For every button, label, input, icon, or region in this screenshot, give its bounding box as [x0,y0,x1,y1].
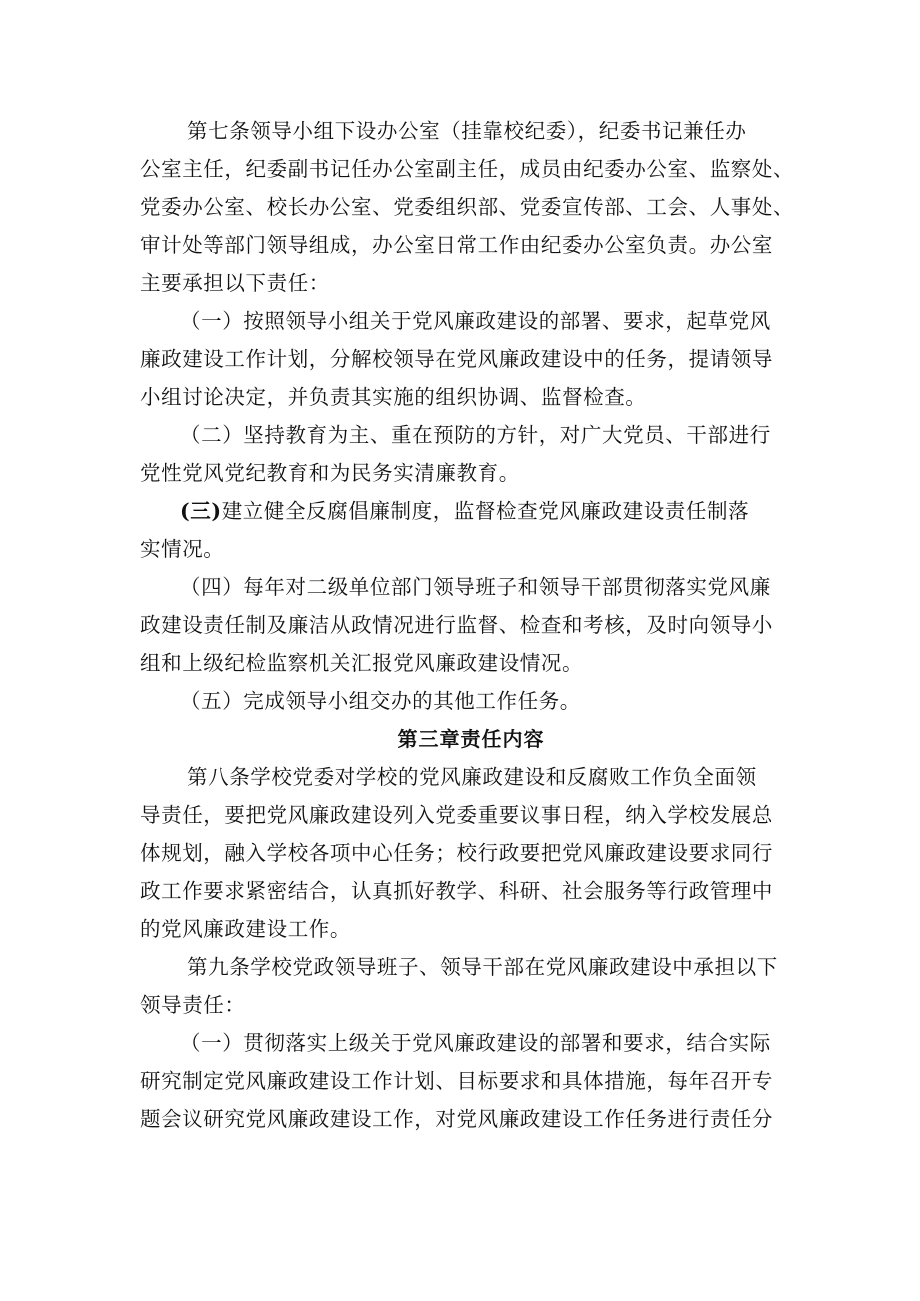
text-line: 体规划，融入学校各项中心任务；校行政要把党风廉政建设要求同行 [140,841,773,865]
text-line: 公室主任，纪委副书记任办公室副主任，成员由纪委办公室、监察处、 [140,157,795,181]
text-line: 实情况。 [140,537,225,561]
text-line: （一）按照领导小组关于党风廉政建设的部署、要求，起草党风 [180,309,771,333]
text-line: （四）每年对二级单位部门领导班子和领导干部贯彻落实党风廉 [180,575,771,599]
item-number: (三) [180,499,222,523]
text-line: 党委办公室、校长办公室、党委组织部、党委宣传部、工会、人事处、 [140,195,795,219]
text-line: 题会议研究党风廉政建设工作，对党风廉政建设工作任务进行责任分 [140,1107,773,1131]
chapter-heading: 第三章责任内容 [397,727,545,751]
document-body [140,112,802,1138]
text-line: 党性党风党纪教育和为民务实清廉教育。 [140,461,520,485]
text-line: 的党风廉政建设工作。 [140,917,351,941]
text-line: 第八条学校党委对学校的党风廉政建设和反腐败工作负全面领 [187,765,757,789]
text-line: 政工作要求紧密结合，认真抓好教学、科研、社会服务等行政管理中 [140,879,773,903]
text-line: 小组讨论决定，并负责其实施的组织协调、监督检查。 [140,385,647,409]
text-line: 第九条学校党政领导班子、领导干部在党风廉政建设中承担以下 [187,955,778,979]
text-line: 组和上级纪检监察机关汇报党风廉政建设情况。 [140,651,584,675]
text-segment: 建立健全反腐倡廉制度，监督检查党风廉政建设责任制落 [221,499,750,523]
text-line: （二）坚持教育为主、重在预防的方针，对广大党员、干部进行 [180,423,771,447]
text-line: （一）贯彻落实上级关于党风廉政建设的部署和要求，结合实际 [180,1031,771,1055]
text-line: 主要承担以下责任： [140,271,330,295]
text-line: 第七条领导小组下设办公室（挂靠校纪委），纪委书记兼任办 [187,119,747,143]
text-line: 廉政建设工作计划，分解校领导在党风廉政建设中的任务，提请领导 [140,347,773,371]
text-line: 研究制定党风廉政建设工作计划、目标要求和具体措施，每年召开专 [140,1069,773,1093]
text-line: 领导责任： [140,993,246,1017]
text-line: （五）完成领导小组交办的其他工作任务。 [180,689,581,713]
text-line: 导责任，要把党风廉政建设列入党委重要议事日程，纳入学校发展总 [140,803,773,827]
text-line: 审计处等部门领导组成，办公室日常工作由纪委办公室负责。办公室 [140,233,773,257]
text-line [140,492,802,530]
text-line: 政建设责任制及廉洁从政情况进行监督、检查和考核，及时向领导小 [140,613,773,637]
